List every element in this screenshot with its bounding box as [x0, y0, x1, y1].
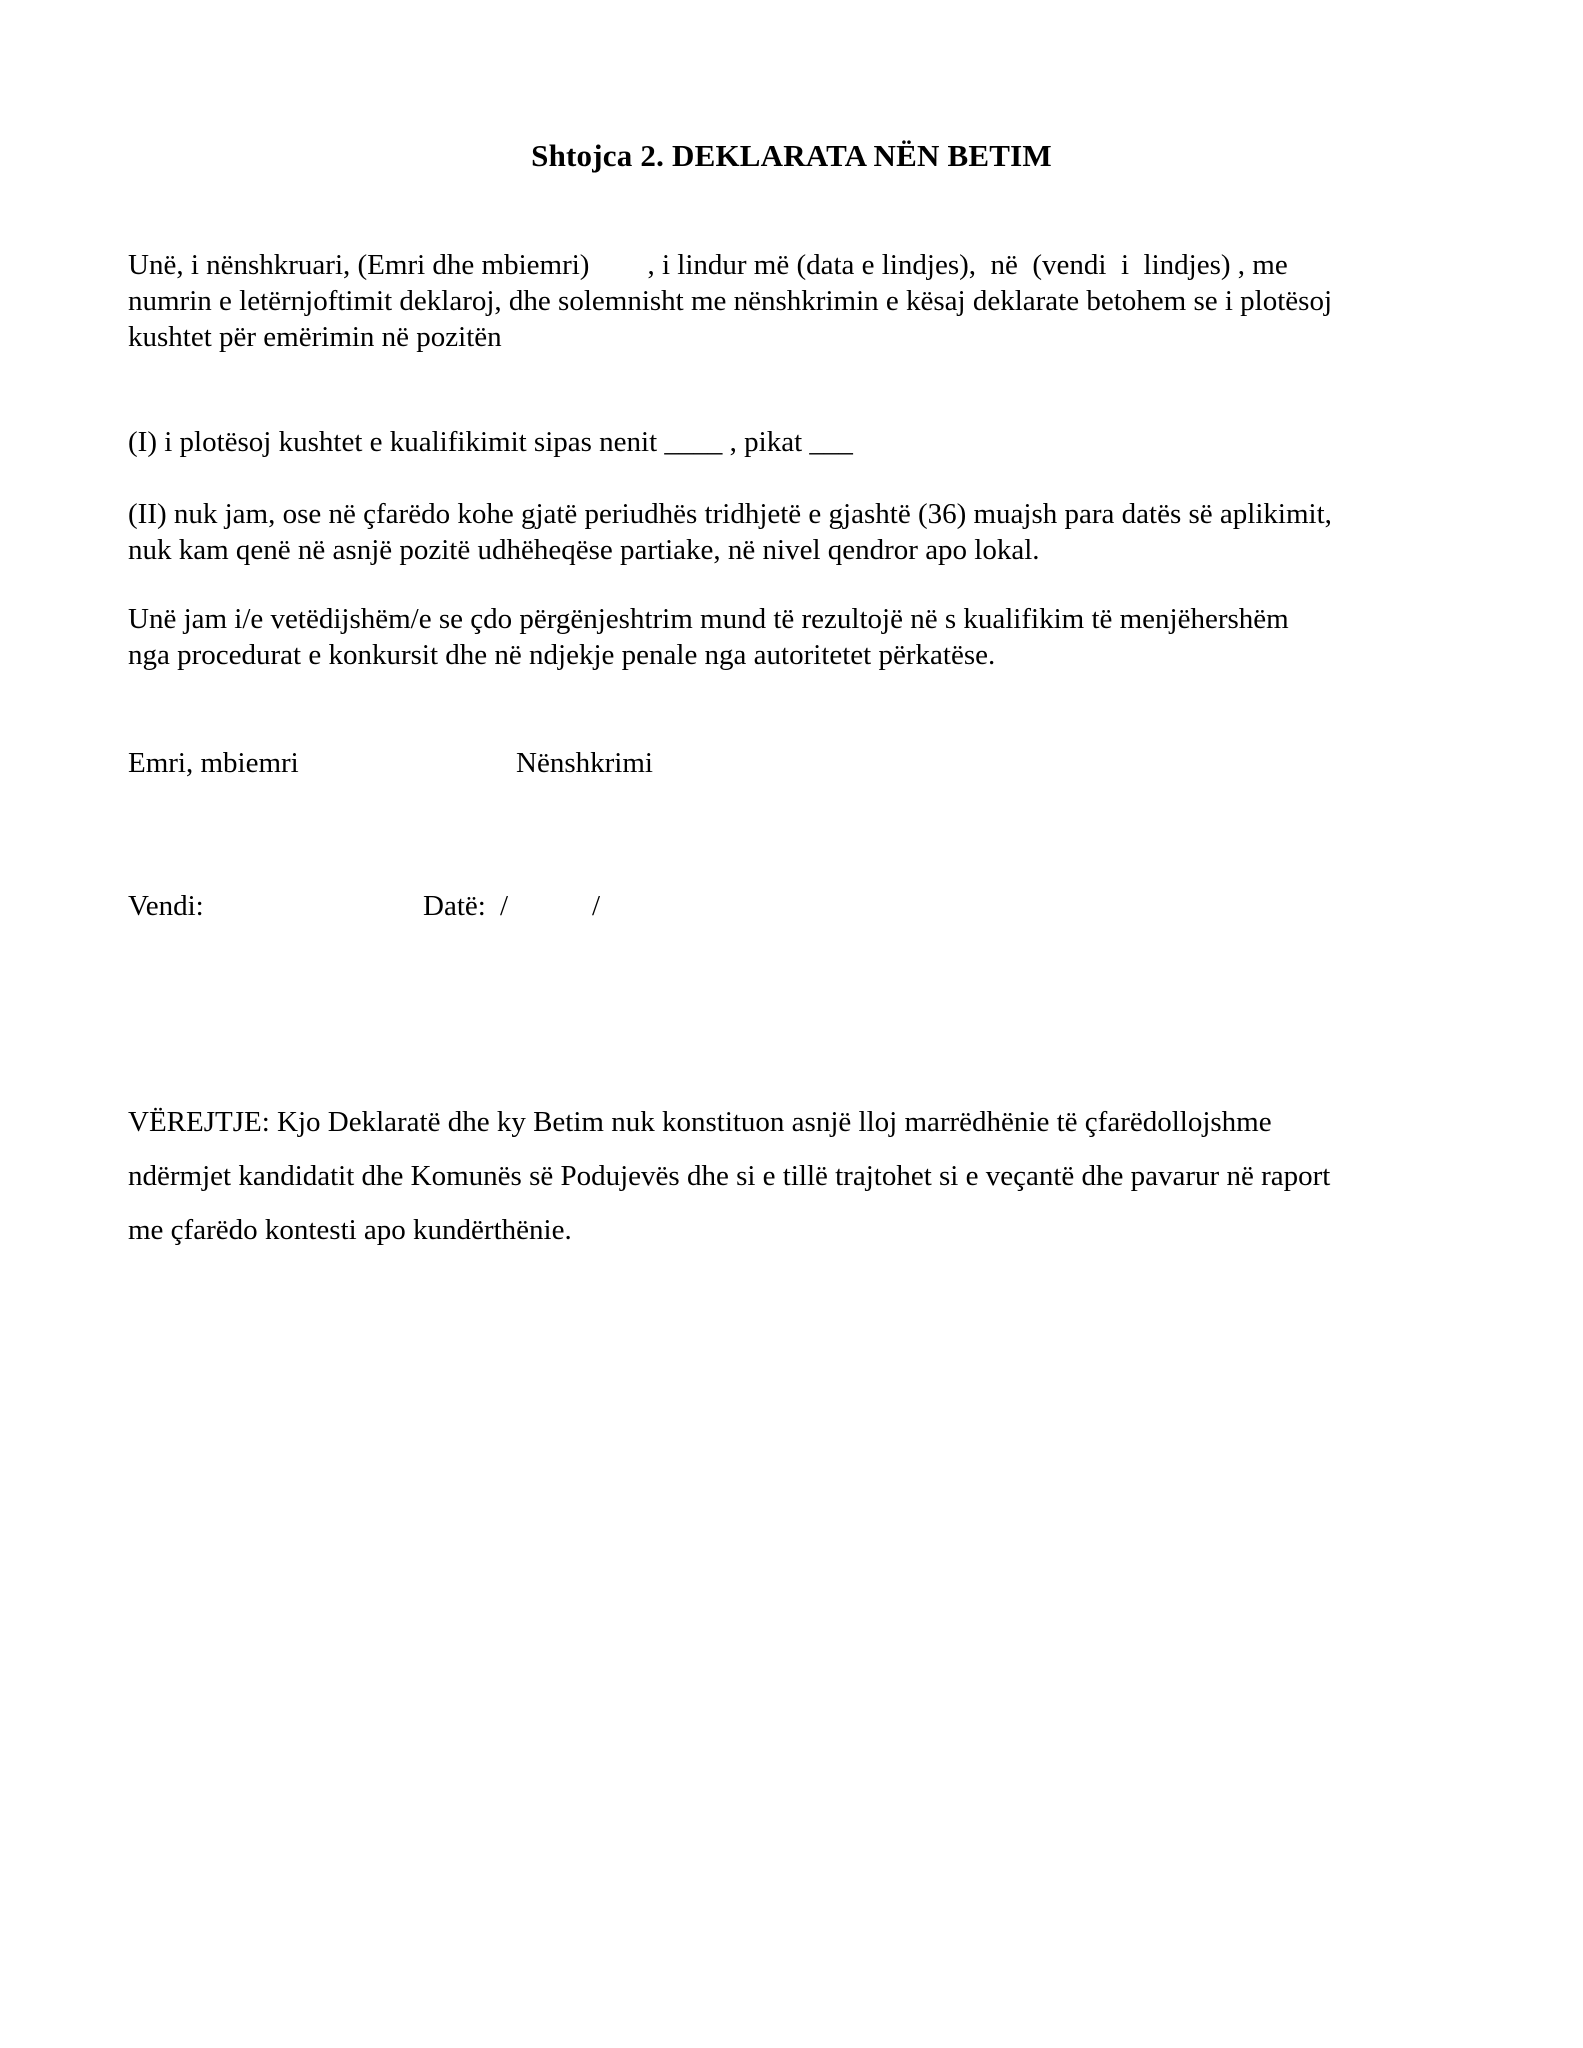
note-line: ndërmjet kandidatit dhe Komunës së Podujevës dhe si e tillë trajtohet si e veçantë dhe pavarur në raport	[128, 1160, 1331, 1192]
condition-2-paragraph	[128, 496, 1458, 568]
intro-line: Unë, i nënshkruari, (Emri dhe mbiemri) , i lindur më (data e lindjes), në (vendi i lindjes) , me	[128, 249, 1288, 281]
date-separator: /	[592, 890, 601, 922]
awareness-line: Unë jam i/e vetëdijshëm/e se çdo përgënjeshtrim mund të rezultojë në s kualifikim të menjëhershëm	[128, 603, 1289, 635]
intro-line: numrin e letërnjoftimit deklaroj, dhe solemnisht me nënshkrimin e kësaj deklarate betohem se i plotësoj	[128, 285, 1332, 317]
awareness-paragraph	[128, 601, 1458, 673]
note-paragraph	[128, 1095, 1458, 1257]
condition-1-paragraph	[128, 424, 1458, 460]
awareness-line: nga procedurat e konkursit dhe në ndjekje penale nga autoritetet përkatëse.	[128, 639, 996, 671]
intro-paragraph	[128, 247, 1458, 355]
condition-1-text: (I) i plotësoj kushtet e kualifikimit sipas nenit ____ , pikat ___	[128, 426, 853, 458]
condition-2-line: nuk kam qenë në asnjë pozitë udhëheqëse partiake, në nivel qendror apo lokal.	[128, 534, 1040, 566]
note-line: me çfarëdo kontesti apo kundërthënie.	[128, 1214, 572, 1246]
intro-line: kushtet për emërimin në pozitën	[128, 321, 502, 353]
signature-label: Nënshkrimi	[516, 747, 653, 779]
date-separator: /	[500, 890, 509, 922]
date-label: Datë:	[423, 890, 486, 922]
condition-2-line: (II) nuk jam, ose në çfarëdo kohe gjatë periudhës tridhjetë e gjashtë (36) muajsh para datës së aplikimit,	[128, 498, 1332, 530]
place-label: Vendi:	[128, 890, 204, 922]
name-label: Emri, mbiemri	[128, 747, 299, 779]
note-line: VËREJTJE: Kjo Deklaratë dhe ky Betim nuk konstituon asnjë lloj marrëdhënie të çfarëdollojshme	[128, 1106, 1272, 1138]
document-title: Shtojca 2. DEKLARATA NËN BETIM	[531, 138, 1052, 173]
